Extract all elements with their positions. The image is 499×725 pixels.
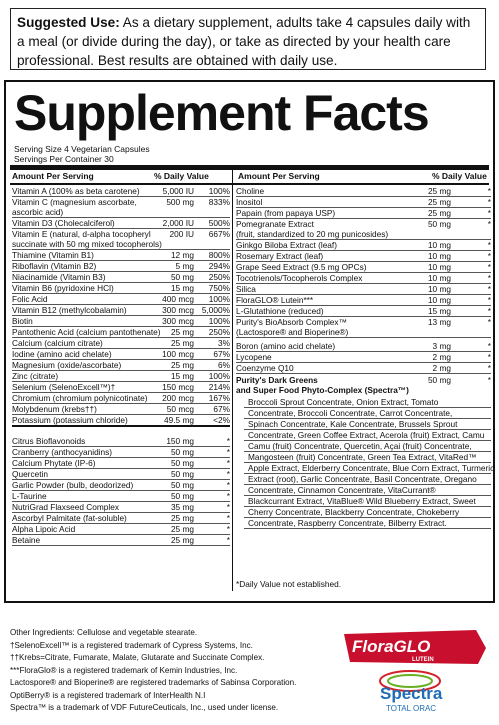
nutrient-dv: 100% xyxy=(208,371,230,381)
nutrient-amount: 15 mg xyxy=(170,371,194,381)
nutrient-amount: 50 mg xyxy=(170,469,194,479)
nutrient-dv: 167% xyxy=(208,393,230,403)
greens-ingredient-line: Concentrate, Broccoli Concentrate, Carrot Concentrate, xyxy=(248,408,453,418)
nutrient-name-line2: succinate with 50 mg mixed tocopherols) xyxy=(12,239,162,249)
nutrient-amount: 10 mg xyxy=(427,295,451,305)
nutrient-amount: 25 mg xyxy=(427,186,451,196)
greens-ingredient-line: Concentrate, Cinnamon Concentrate, VitaCurrant® xyxy=(248,485,436,495)
nutrient-name: Chromium (chromium polynicotinate) xyxy=(12,393,148,403)
nutrient-name: Betaine xyxy=(12,535,41,545)
nutrient-name: Lycopene xyxy=(236,352,272,362)
nutrient-name: Magnesium (oxide/ascorbate) xyxy=(12,360,122,370)
nutrient-name: Boron (amino acid chelate) xyxy=(236,341,336,351)
nutrient-name: Grape Seed Extract (9.5 mg OPCs) xyxy=(236,262,367,272)
nutrient-amount: 50 mg xyxy=(170,480,194,490)
nutrient-dv: * xyxy=(226,480,230,490)
nutrient-amount: 15 mg xyxy=(427,306,451,316)
nutrient-amount: 50 mcg xyxy=(166,404,194,414)
greens-ingredient-line: Concentrate, Raspberry Concentrate, Bilberry Extract. xyxy=(248,518,447,528)
nutrient-name: Cranberry (anthocyanidins) xyxy=(12,447,113,457)
nutrient-name: Pomegranate Extract xyxy=(236,219,314,229)
dv-footnote: *Daily Value not established. xyxy=(236,579,342,589)
nutrient-amount: 13 mg xyxy=(427,317,451,327)
nutrient-amount: 100 mcg xyxy=(162,349,194,359)
nutrient-amount: 25 mg xyxy=(170,513,194,523)
nutrient-dv: 214% xyxy=(208,382,230,392)
nutrient-name: Vitamin C (magnesium ascorbate, xyxy=(12,197,137,207)
nutrient-name: L-Taurine xyxy=(12,491,47,501)
nutrient-amount: 2 mg xyxy=(432,363,451,373)
nutrient-amount: 49.5 mg xyxy=(164,415,194,425)
nutrient-name: Alpha Lipoic Acid xyxy=(12,524,76,534)
nutrient-name: NutriGrad Flaxseed Complex xyxy=(12,502,119,512)
footer-line: OptiBerry® is a registered trademark of InterHealth N.I xyxy=(10,690,206,700)
nutrient-name: Calcium (calcium citrate) xyxy=(12,338,103,348)
nutrient-dv: 67% xyxy=(213,404,230,414)
greens-dv: * xyxy=(487,375,491,385)
nutrient-dv: 667% xyxy=(208,229,230,239)
nutrient-name: Iodine (amino acid chelate) xyxy=(12,349,112,359)
nutrient-dv: 100% xyxy=(208,186,230,196)
nutrient-name-line2: (Lactospore® and Bioperine®) xyxy=(236,327,349,337)
greens-ingredient-line: Camu (fruit) Concentrate, Quercetin, Açai (fruit) Concentrate, xyxy=(248,441,472,451)
nutrient-name: Vitamin B6 (pyridoxine HCl) xyxy=(12,283,114,293)
nutrient-dv: * xyxy=(487,219,491,229)
nutrient-name: Thiamine (Vitamin B1) xyxy=(12,250,94,260)
nutrient-amount: 12 mg xyxy=(170,250,194,260)
nutrient-amount: 10 mg xyxy=(427,284,451,294)
footer-line: Spectra™ is a trademark of VDF FutureCeuticals, Inc., used under license. xyxy=(10,703,279,712)
nutrient-name: L-Glutathione (reduced) xyxy=(236,306,324,316)
nutrient-dv: * xyxy=(487,317,491,327)
nutrient-dv: * xyxy=(226,491,230,501)
nutrient-dv: * xyxy=(226,535,230,545)
nutrient-amount: 300 mcg xyxy=(162,316,194,326)
panel-title: Supplement Facts xyxy=(14,85,429,141)
nutrient-dv: * xyxy=(487,240,491,250)
nutrient-name: Biotin xyxy=(12,316,33,326)
left-header-dv: % Daily Value xyxy=(154,171,209,181)
nutrient-row xyxy=(236,219,491,240)
nutrient-dv: * xyxy=(487,197,491,207)
nutrient-amount: 50 mg xyxy=(170,272,194,282)
nutrient-name-line2: (fruit, standardized to 20 mg punicosides) xyxy=(236,229,389,239)
nutrient-dv: * xyxy=(487,352,491,362)
suggested-use-label: Suggested Use: xyxy=(17,15,120,30)
nutrient-dv: 100% xyxy=(208,316,230,326)
greens-ingredient-line: Cherry Concentrate, Blackberry Concentrate, Chokeberry xyxy=(248,507,460,517)
nutrient-amount: 25 mg xyxy=(170,360,194,370)
nutrient-dv: * xyxy=(226,524,230,534)
greens-ingredient-line: Broccoli Sprout Concentrate, Onion Extract, Tomato xyxy=(248,397,439,407)
nutrient-amount: 25 mg xyxy=(170,327,194,337)
greens-ingredient-line: Blackcurrant Extract, VitaBlue® Wild Blueberry Extract, Sweet xyxy=(248,496,476,506)
nutrient-amount: 400 mcg xyxy=(162,294,194,304)
row-divider xyxy=(236,337,491,338)
nutrient-name: Potassium (potassium chloride) xyxy=(12,415,128,425)
nutrient-name: Niacinamide (Vitamin B3) xyxy=(12,272,106,282)
nutrient-amount: 50 mg xyxy=(427,219,451,229)
nutrient-amount: 3 mg xyxy=(432,341,451,351)
nutrient-amount: 35 mg xyxy=(170,502,194,512)
column-divider xyxy=(232,170,233,591)
nutrient-dv: 833% xyxy=(208,197,230,207)
nutrient-name: Calcium Phytate (IP-6) xyxy=(12,458,96,468)
row-divider xyxy=(12,545,230,546)
nutrient-name: Papain (from papaya USP) xyxy=(236,208,336,218)
nutrient-amount: 150 mcg xyxy=(162,382,194,392)
nutrient-amount: 10 mg xyxy=(427,273,451,283)
nutrient-dv: * xyxy=(226,469,230,479)
nutrient-dv: 294% xyxy=(208,261,230,271)
footer-line: ††Krebs=Citrate, Fumarate, Malate, Glutarate and Succinate Complex. xyxy=(10,653,265,662)
nutrient-amount: 50 mg xyxy=(170,491,194,501)
suggested-use-box xyxy=(10,8,486,70)
nutrient-amount: 15 mg xyxy=(170,283,194,293)
nutrient-dv: 67% xyxy=(213,349,230,359)
nutrient-name: Coenzyme Q10 xyxy=(236,363,294,373)
footer-line: Lactospore® and Bioperine® are registered trademarks of Sabinsa Corporation. xyxy=(10,678,297,687)
nutrient-dv: * xyxy=(487,208,491,218)
row-divider xyxy=(244,528,491,529)
nutrient-name: Ascorbyl Palmitate (fat-soluble) xyxy=(12,513,127,523)
floraglo-logo-sub: LUTEIN xyxy=(412,657,434,663)
nutrient-row xyxy=(12,229,230,250)
nutrient-dv: 5,000% xyxy=(201,305,230,315)
nutrient-amount: 2 mg xyxy=(432,352,451,362)
nutrient-dv: * xyxy=(226,502,230,512)
nutrient-name: Purity's BioAbsorb Complex™ xyxy=(236,317,347,327)
footer-line: †SelenoExcell™ is a registered trademark of Cypress Systems, Inc. xyxy=(10,640,253,650)
nutrient-amount: 10 mg xyxy=(427,240,451,250)
nutrient-amount: 50 mg xyxy=(170,458,194,468)
greens-amount: 50 mg xyxy=(427,375,451,385)
nutrient-dv: * xyxy=(226,458,230,468)
nutrient-dv: 100% xyxy=(208,294,230,304)
floraglo-logo-text: FloraGLO xyxy=(352,637,431,656)
nutrient-dv: <2% xyxy=(213,415,230,425)
header-divider xyxy=(10,183,489,185)
nutrient-row xyxy=(12,197,230,218)
nutrient-name: Garlic Powder (bulb, deodorized) xyxy=(12,480,134,490)
nutrient-name: Quercetin xyxy=(12,469,48,479)
greens-subtitle: and Super Food Phyto-Complex (Spectra™) xyxy=(236,385,409,395)
row-divider xyxy=(12,425,230,427)
nutrient-amount: 2,000 IU xyxy=(162,218,194,228)
nutrient-amount: 25 mg xyxy=(427,197,451,207)
nutrient-dv: * xyxy=(487,306,491,316)
greens-ingredient-line: Concentrate, Green Coffee Extract, Acerola (fruit) Extract, Camu xyxy=(248,430,485,440)
nutrient-name: Inositol xyxy=(236,197,263,207)
nutrient-amount: 300 mcg xyxy=(162,305,194,315)
nutrient-name: Silica xyxy=(236,284,256,294)
nutrient-dv: * xyxy=(487,341,491,351)
spectra-logo-sub: TOTAL ORAC xyxy=(386,704,437,713)
nutrient-name: Rosemary Extract (leaf) xyxy=(236,251,324,261)
nutrient-dv: 800% xyxy=(208,250,230,260)
nutrient-name: Vitamin B12 (methylcobalamin) xyxy=(12,305,127,315)
nutrient-name: Ginkgo Biloba Extract (leaf) xyxy=(236,240,337,250)
nutrient-dv: * xyxy=(487,273,491,283)
nutrient-dv: * xyxy=(487,186,491,196)
nutrient-dv: 750% xyxy=(208,283,230,293)
footer-line: Other Ingredients: Cellulose and vegetable stearate. xyxy=(10,628,198,637)
left-header-amount: Amount Per Serving xyxy=(12,171,94,181)
nutrient-dv: * xyxy=(487,251,491,261)
nutrient-name: Citrus Bioflavonoids xyxy=(12,436,86,446)
nutrient-amount: 10 mg xyxy=(427,251,451,261)
nutrient-amount: 25 mg xyxy=(170,338,194,348)
greens-ingredient-line: Spinach Concentrate, Kale Concentrate, Brussels Sprout xyxy=(248,419,458,429)
nutrient-amount: 5 mg xyxy=(175,261,194,271)
nutrient-dv: 3% xyxy=(218,338,230,348)
greens-ingredient-line: Extract (root), Garlic Concentrate, Basil Concentrate, Oregano xyxy=(248,474,477,484)
nutrient-amount: 50 mg xyxy=(170,447,194,457)
greens-header xyxy=(236,375,491,397)
nutrient-amount: 25 mg xyxy=(170,535,194,545)
greens-ingredient-line: Mangosteen (fruit) Concentrate, Green Tea Extract, VitaRed™ xyxy=(248,452,477,462)
nutrient-name: Vitamin E (natural, d-alpha tocopheryl xyxy=(12,229,151,239)
servings-per-container: Servings Per Container 30 xyxy=(14,154,114,164)
nutrient-dv: * xyxy=(487,262,491,272)
nutrient-name: Pantothenic Acid (calcium pantothenate) xyxy=(12,327,161,337)
greens-title: Purity's Dark Greens xyxy=(236,375,318,385)
greens-ingredient-line: Apple Extract, Elderberry Concentrate, Blue Corn Extract, Turmeric xyxy=(248,463,495,473)
nutrient-amount: 10 mg xyxy=(427,262,451,272)
nutrient-amount: 25 mg xyxy=(427,208,451,218)
suggested-use-text: As a dietary supplement, adults take 4 capsules daily with a meal (or divide during the day), or take as directed by your health care professional. Best results are obtained with daily use. xyxy=(17,15,471,68)
nutrient-name: Choline xyxy=(236,186,265,196)
nutrient-name: Selenium (SelenoExcell™)† xyxy=(12,382,116,392)
nutrient-name-line2: ascorbic acid) xyxy=(12,207,64,217)
nutrient-dv: 6% xyxy=(218,360,230,370)
nutrient-dv: 250% xyxy=(208,327,230,337)
nutrient-dv: * xyxy=(226,436,230,446)
nutrient-name: Riboflavin (Vitamin B2) xyxy=(12,261,97,271)
nutrient-dv: * xyxy=(487,295,491,305)
row-divider xyxy=(236,373,491,374)
nutrient-amount: 150 mg xyxy=(166,436,194,446)
spectra-logo xyxy=(370,667,450,715)
nutrient-name: Folic Acid xyxy=(12,294,48,304)
nutrient-name: Tocotrienols/Tocopherols Complex xyxy=(236,273,363,283)
footer-line: ***FloraGlo® is a registered trademark of Kemin Industries, Inc. xyxy=(10,665,238,675)
nutrient-name: Zinc (citrate) xyxy=(12,371,59,381)
nutrient-dv: * xyxy=(226,513,230,523)
nutrient-amount: 200 mcg xyxy=(162,393,194,403)
nutrient-dv: * xyxy=(487,284,491,294)
nutrient-amount: 500 mg xyxy=(166,197,194,207)
nutrient-name: Vitamin A (100% as beta carotene) xyxy=(12,186,140,196)
nutrient-name: FloraGLO® Lutein*** xyxy=(236,295,314,305)
right-header-dv: % Daily Value xyxy=(432,171,487,181)
nutrient-row xyxy=(236,317,491,338)
nutrient-name: Molybdenum (krebs††) xyxy=(12,404,97,414)
right-header-amount: Amount Per Serving xyxy=(238,171,320,181)
nutrient-dv: 500% xyxy=(208,218,230,228)
nutrient-name: Vitamin D3 (Cholecalciferol) xyxy=(12,218,115,228)
nutrient-amount: 5,000 IU xyxy=(162,186,194,196)
supplement-facts-panel xyxy=(4,80,495,603)
nutrient-amount: 200 IU xyxy=(169,229,194,239)
nutrient-dv: 250% xyxy=(208,272,230,282)
serving-size: Serving Size 4 Vegetarian Capsules xyxy=(14,144,150,154)
floraglo-logo xyxy=(340,628,490,666)
nutrient-dv: * xyxy=(226,447,230,457)
nutrient-dv: * xyxy=(487,363,491,373)
nutrient-amount: 25 mg xyxy=(170,524,194,534)
spectra-logo-text: Spectra xyxy=(380,684,443,703)
